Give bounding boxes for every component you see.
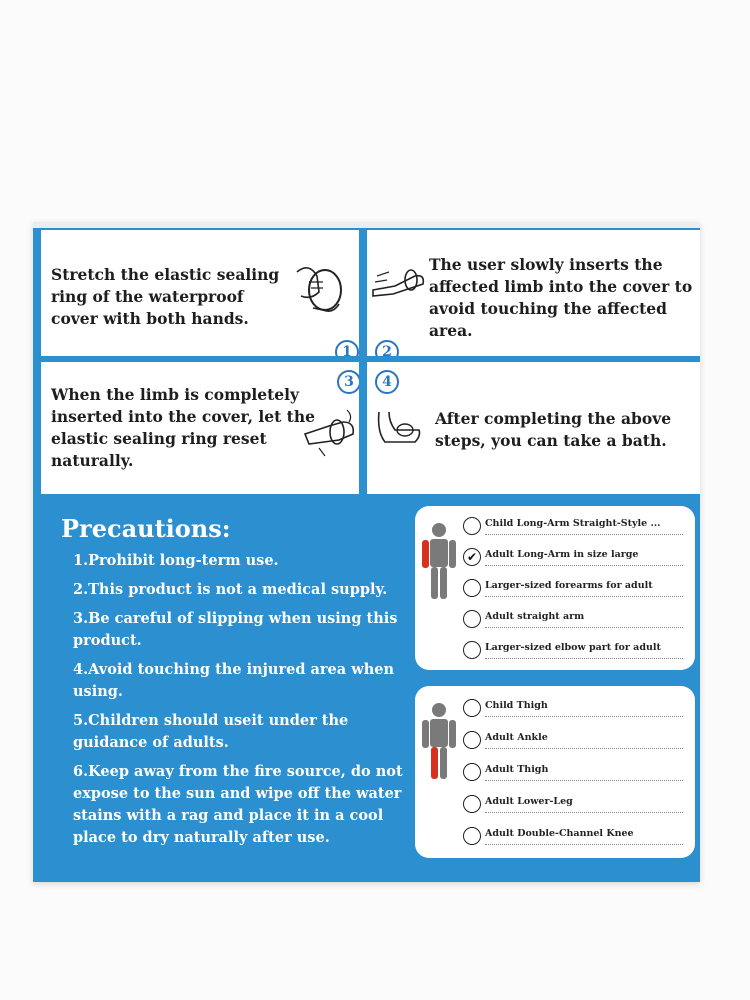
- step-1-text: Stretch the elastic sealing ring of the waterproof cover with both hands.: [51, 265, 280, 328]
- radio-button[interactable]: [463, 610, 481, 628]
- arm-option-5[interactable]: [463, 638, 691, 664]
- radio-button[interactable]: [463, 699, 481, 717]
- option-label: Child Thigh: [485, 700, 548, 711]
- bathing-icon: [375, 402, 425, 452]
- precautions-title: Precautions:: [61, 514, 231, 543]
- dotted-line: [485, 844, 683, 845]
- radio-button[interactable]: [463, 641, 481, 659]
- option-label: Larger-sized forearms for adult: [485, 580, 653, 591]
- option-label: Adult Lower-Leg: [485, 796, 573, 807]
- precaution-item: 1.Prohibit long-term use.: [73, 552, 279, 569]
- dotted-line: [485, 748, 683, 749]
- radio-button[interactable]: [463, 795, 481, 813]
- radio-button[interactable]: [463, 763, 481, 781]
- option-label: Adult Long-Arm in size large: [485, 549, 639, 560]
- dotted-line: [485, 596, 683, 597]
- step-2-text: The user slowly inserts the affected limb into the cover to avoid touching the affected area.: [429, 255, 693, 340]
- dotted-line: [485, 780, 683, 781]
- step-4-panel: [367, 362, 700, 494]
- option-label: Adult Thigh: [485, 764, 549, 775]
- leg-option-2[interactable]: [463, 728, 691, 754]
- step-4-text: After completing the above steps, you can take a bath.: [435, 409, 672, 450]
- dotted-line: [485, 627, 683, 628]
- step-3-panel: [41, 362, 359, 494]
- dotted-line: [485, 565, 683, 566]
- human-figure-leg-icon: [421, 702, 457, 782]
- radio-button[interactable]: [463, 579, 481, 597]
- human-figure-arm-icon: [421, 522, 457, 602]
- arm-option-1[interactable]: [463, 514, 691, 540]
- step-4-number: 4: [375, 370, 399, 394]
- leg-option-5[interactable]: [463, 824, 691, 850]
- arm-size-card: [415, 506, 695, 670]
- step-3-text: When the limb is completely inserted into the cover, let the elastic sealing ring reset naturally.: [51, 385, 315, 470]
- dotted-line: [485, 812, 683, 813]
- radio-button[interactable]: [463, 827, 481, 845]
- arm-option-2[interactable]: [463, 545, 691, 571]
- checked-radio-button[interactable]: ✔: [463, 548, 481, 566]
- precaution-item: 5.Children should useit under the guidance of adults.: [73, 712, 349, 751]
- precaution-item: 2.This product is not a medical supply.: [73, 581, 388, 598]
- dotted-line: [485, 534, 683, 535]
- leg-option-1[interactable]: [463, 696, 691, 722]
- dotted-line: [485, 716, 683, 717]
- option-label: Adult Double-Channel Knee: [485, 828, 634, 839]
- leg-size-card: [415, 686, 695, 858]
- arm-option-3[interactable]: [463, 576, 691, 602]
- precaution-item: 4.Avoid touching the injured area when using.: [73, 661, 395, 700]
- step-2-number: 2: [375, 340, 399, 356]
- step-1-panel: [41, 230, 359, 356]
- precaution-item: 6.Keep away from the fire source, do not expose to the sun and wipe off the water stains with a rag and place it in a cool place to dry naturally after use.: [73, 763, 403, 846]
- leg-option-3[interactable]: [463, 760, 691, 786]
- step-2-panel: [367, 230, 700, 356]
- hands-stretching-icon: [289, 252, 349, 322]
- arm-option-4[interactable]: [463, 607, 691, 633]
- step-1-number: 1: [335, 340, 359, 356]
- sealing-ring-reset-icon: [299, 404, 359, 464]
- precautions-list: [73, 550, 413, 856]
- instruction-grid: [33, 222, 700, 494]
- option-label: Child Long-Arm Straight-Style ...: [485, 518, 661, 529]
- leg-option-4[interactable]: [463, 792, 691, 818]
- option-label: Larger-sized elbow part for adult: [485, 642, 661, 653]
- precaution-item: 3.Be careful of slipping when using this product.: [73, 610, 398, 649]
- package-box: [33, 222, 700, 882]
- option-label: Adult straight arm: [485, 611, 585, 622]
- radio-button[interactable]: [463, 731, 481, 749]
- radio-button[interactable]: [463, 517, 481, 535]
- limb-insert-icon: [371, 264, 431, 304]
- option-label: Adult Ankle: [485, 732, 548, 743]
- dotted-line: [485, 658, 683, 659]
- step-3-number: 3: [337, 370, 359, 394]
